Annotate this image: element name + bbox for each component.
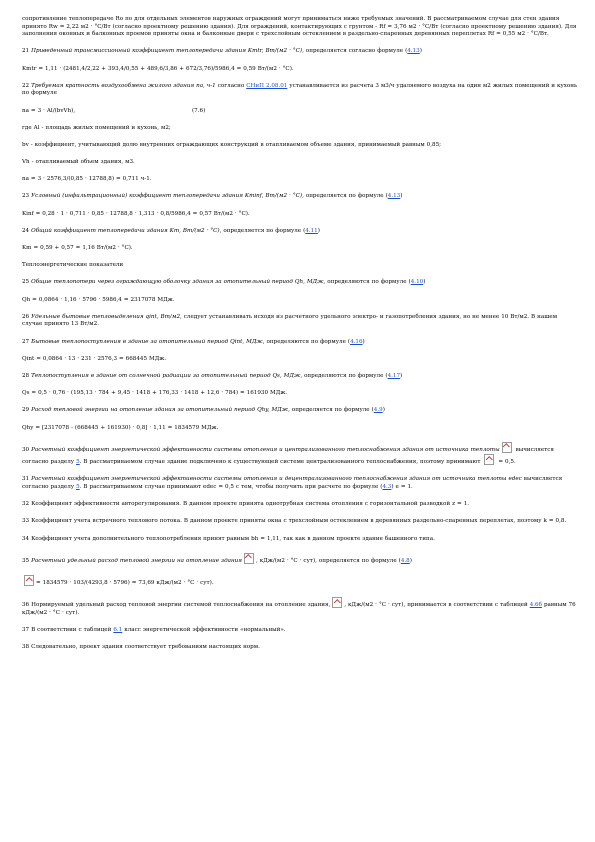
paragraph-text: , кДж/(м2 · °С · сут), принимается в соответствии с таблицей bbox=[344, 602, 530, 609]
paragraph-38: 38 Следовательно, проект здания соответствует требованиям настоящих норм. bbox=[22, 644, 260, 651]
formula-qs: Qs = 0,5 · 0,76 · (195,13 · 784 + 9,45 · 1418 + 176,33 · 1418 + 12,6 · 784) = 161930 МДж. bbox=[22, 390, 288, 397]
paragraph-22 bbox=[22, 83, 578, 98]
term-qs: Теплопоступления в здание от солнечной радиации за отопительный период Qs, МДж bbox=[31, 372, 301, 379]
broken-image-icon bbox=[332, 597, 342, 608]
paragraph-tail: ) bbox=[409, 557, 412, 564]
term-qhy: Расход тепловой энергии на отопление здания за отопительный период Qhy, МДж bbox=[31, 407, 289, 414]
paragraph-tail: = 0,5. bbox=[496, 459, 516, 466]
formula-text: = 1834579 · 103/(4293,8 · 5796) = 73,69 кДж/(м2 · °С · сут). bbox=[36, 580, 214, 586]
formula-link-4-16[interactable]: 4.16 bbox=[350, 338, 363, 345]
paragraph-31 bbox=[22, 476, 578, 491]
paragraph-text: 36 Нормируемый удельный расход тепловой энергии системой теплоснабжения на отопление здания, bbox=[22, 602, 331, 609]
formula-link-4-17[interactable]: 4.17 bbox=[387, 372, 401, 379]
paragraph-32: 32 Коэффициент эффективности авторегулирования. В данном проекте принята однотрубная система отопления с горизонтальной разводкой z = 1. bbox=[22, 501, 470, 508]
formula-qhy: Qhy = [2317078 - (668445 + 161930) · 0,8] · 1,11 = 1834579 МДж. bbox=[22, 424, 219, 431]
paragraph-29 bbox=[22, 407, 578, 415]
formula-kinf: Kinf = 0,28 · 1 · 0,711 · 0,85 · 12788,8 · 1,313 · 0,8/5986,4 = 0,57 Вт/(м2 · °С). bbox=[22, 210, 250, 217]
term-kinf: Условный (инфильтрационный) коэффициент теплопередачи здания Kminf, Вт/(м2 · °С) bbox=[31, 193, 303, 200]
paragraph-number: 24 bbox=[22, 227, 30, 234]
paragraph-tail: ) bbox=[400, 193, 403, 200]
paragraph-continuation: сопротивление теплопередаче Rо по для отдельных элементов наружных ограждений могут приниматься ниже требуемых значений. В рассматриваемом случае для стен здания принято Rw = 2,22 м2 · °С/Вт (согласно проектному решению здания). Для ограждений, контактирующих с грунтом - Rf = 3,76 м2 · °С/Вт (согласно проектному решению здания). Для заполнения оконных и балконных проемов приняты окна и балконные двери с трехслойным остеклением в раздельно-спаренных деревянных переплетах Rf = 0,55 м2 · °С/Вт. bbox=[22, 16, 577, 38]
paragraph-number: 27 bbox=[22, 338, 30, 345]
paragraph-21 bbox=[22, 48, 578, 56]
paragraph-23 bbox=[22, 193, 578, 201]
paragraph-text: , определяется по формуле ( bbox=[219, 227, 306, 234]
section-link-5[interactable]: 5 bbox=[76, 484, 80, 491]
formula-qh-des bbox=[22, 575, 578, 588]
paragraph-text: . В рассматриваемом случае принимают edec = 0,5 с тем, чтобы получить при расчете по формуле ( bbox=[79, 484, 383, 491]
term-qint-total: Бытовые теплопоступления в здание за отопительный период Qint, МДж bbox=[31, 338, 263, 345]
term-qh-des: Расчетный удельный расход тепловой энергии на отопление здания bbox=[31, 557, 242, 564]
paragraph-number: 25 bbox=[22, 279, 30, 286]
paragraph-number: 31 bbox=[22, 476, 30, 483]
section-link-5[interactable]: 5 bbox=[76, 459, 80, 466]
term-na: Требуемая кратность воздухообмена жилого здания na, ч-1 bbox=[31, 82, 216, 89]
formula-link-4-13[interactable]: 4.13 bbox=[387, 193, 401, 200]
term-edec: Расчетный коэффициент энергетической эффективности системы отопления и децентрализованного теплоснабжения здания от источника теплоты edec bbox=[31, 476, 522, 483]
paragraph-tail: ) bbox=[317, 227, 320, 234]
paragraph-33: 33 Коэффициент учета встречного теплового потока. В данном проекте приняты окна с трехслойным остеклением в деревянных раздельно-спаренных переплетах, поэтому k = 0,8. bbox=[22, 518, 567, 525]
paragraph-number: 22 bbox=[22, 82, 30, 89]
term-qh: Общие теплопотери через ограждающую оболочку здания за отопительный период Qh, МДж bbox=[31, 279, 324, 286]
paragraph-tail: ) bbox=[419, 48, 422, 55]
paragraph-text: , определяется по формуле ( bbox=[302, 193, 388, 200]
paragraph-tail: ) bbox=[423, 279, 426, 286]
term-qint: Удельные бытовые тепловыделения qint, Вт/м2 bbox=[31, 313, 181, 320]
formula-kmtr: Kmtr = 1,11 · (2481,4/2,22 + 393,4/0,55 + 489,6/3,86 + 672/3,76)/5986,4 = 0,59 Вт/(м2 · °С). bbox=[22, 65, 294, 72]
term-e0: Расчетный коэффициент энергетической эффективности системы отопления и централизованного теплоснабжения здания от источника теплоты bbox=[31, 446, 500, 453]
term-km: Общий коэффициент теплопередачи здания Km, Вт/(м2 · °С) bbox=[31, 227, 220, 234]
paragraph-text: , определяются по формуле ( bbox=[323, 279, 411, 286]
paragraph-number: 35 bbox=[22, 557, 30, 564]
paragraph-24 bbox=[22, 228, 578, 236]
paragraph-text: , определяется по формуле ( bbox=[288, 407, 374, 414]
broken-image-icon bbox=[484, 454, 494, 465]
broken-image-icon bbox=[502, 442, 512, 453]
formula-link-4-8[interactable]: 4.8 bbox=[400, 557, 410, 564]
formula-na: na = 3 · 2576,3/(0,85 · 12788,8) = 0,711 ч-1. bbox=[22, 176, 152, 183]
definition-al: где Al - площадь жилых помещений и кухонь, м2; bbox=[22, 124, 171, 131]
formula-km: Km = 0,59 + 0,57 = 1,16 Вт/(м2 · °С). bbox=[22, 245, 133, 252]
paragraph-tail: ) bbox=[400, 372, 403, 379]
formula-link-4-11[interactable]: 4.11 bbox=[305, 227, 318, 234]
paragraph-text: 37 В соответствии с таблицей bbox=[22, 626, 114, 633]
formula-qint: Qint = 0,0864 · 13 · 231 · 2576,3 = 668445 МДж. bbox=[22, 355, 167, 362]
definition-vh: Vh - отапливаемый объем здания, м3. bbox=[22, 159, 135, 166]
snip-link[interactable]: СНиП 2.08.01 bbox=[246, 82, 288, 89]
paragraph-text: , определяется согласно формуле ( bbox=[302, 48, 408, 55]
paragraph-28 bbox=[22, 373, 578, 381]
definition-bv: bv - коэффициент, учитывающий долю внутренних ограждающих конструкций в отапливаемом объеме здания, принимаемый равным 0,85; bbox=[22, 141, 442, 148]
paragraph-26 bbox=[22, 314, 578, 329]
paragraph-text: , следует устанавливать исходя из расчетного удельного электро- и газопотребления здания, но не менее 10 Вт/м2. В нашем случае принято 13 Вт/м2. bbox=[22, 313, 558, 328]
paragraph-27 bbox=[22, 339, 578, 347]
paragraph-text: , кДж/(м2 · °С · сут), определяется по формуле ( bbox=[255, 557, 401, 564]
paragraph-number: 30 bbox=[22, 446, 30, 453]
paragraph-number: 28 bbox=[22, 372, 30, 379]
paragraph-number: 23 bbox=[22, 193, 30, 200]
paragraph-tail: равным 76 кДж/(м2 · °С · сут). bbox=[22, 602, 576, 616]
paragraph-tail: ) bbox=[382, 407, 385, 414]
table-link-6-1[interactable]: 6.1 bbox=[113, 626, 123, 633]
paragraph-text: . В рассматриваемом случае здание подключено к существующей системе централизованного теплоснабжения, поэтому принимают bbox=[79, 459, 483, 466]
paragraph-tail: ) bbox=[362, 338, 365, 345]
paragraph-36 bbox=[22, 597, 578, 617]
paragraph-number: 21 bbox=[22, 48, 30, 55]
formula-text: na = 3 · Al/(bvVh), bbox=[22, 107, 76, 114]
section-heading: Теплоэнергетические показатели bbox=[22, 262, 124, 269]
equation-number: (7.6) bbox=[192, 107, 206, 114]
term-kmtr: Приведенный трансмиссионный коэффициент теплопередачи здания Kmtr, Вт/(м2 · °С) bbox=[31, 48, 303, 55]
paragraph-tail: класс энергетической эффективности «нормальный». bbox=[122, 626, 286, 633]
paragraph-30 bbox=[22, 442, 578, 467]
paragraph-number: 26 bbox=[22, 313, 30, 320]
formula-link-4-3[interactable]: 4.3 bbox=[382, 484, 392, 491]
paragraph-34: 34 Коэффициент учета дополнительного теплопотребления принят равным bh = 1,11, так как в данном проекте здание башенного типа. bbox=[22, 535, 435, 542]
paragraph-text: , определяются по формуле ( bbox=[300, 372, 388, 379]
formula-link-4-13[interactable]: 4.13 bbox=[407, 48, 420, 55]
paragraph-35 bbox=[22, 553, 578, 566]
formula-qh: Qh = 0,0864 · 1,16 · 5796 · 5986,4 = 2317078 МДж. bbox=[22, 296, 175, 303]
table-link-4-6b[interactable]: 4.6б bbox=[529, 602, 542, 609]
paragraph-tail: ) e = 1. bbox=[391, 484, 413, 491]
paragraph-tail: устанавливается из расчета 3 м3/ч удаляемого воздуха на один м2 жилых помещений и кухонь по формуле bbox=[22, 82, 578, 97]
formula-link-4-10[interactable]: 4.10 bbox=[410, 279, 424, 286]
broken-image-icon bbox=[24, 575, 34, 586]
paragraph-text: вычисляется согласно разделу bbox=[22, 446, 554, 466]
paragraph-25 bbox=[22, 279, 578, 287]
document-page bbox=[22, 16, 578, 661]
paragraph-text: вычисляется согласно разделу bbox=[22, 476, 563, 491]
paragraph-text: , определяются по формуле ( bbox=[262, 338, 351, 345]
formula-link-4-9[interactable]: 4.9 bbox=[373, 407, 383, 414]
paragraph-text: согласно bbox=[215, 82, 247, 89]
formula-7-6 bbox=[22, 108, 578, 116]
broken-image-icon bbox=[244, 553, 254, 564]
paragraph-number: 29 bbox=[22, 407, 30, 414]
paragraph-37 bbox=[22, 627, 578, 635]
